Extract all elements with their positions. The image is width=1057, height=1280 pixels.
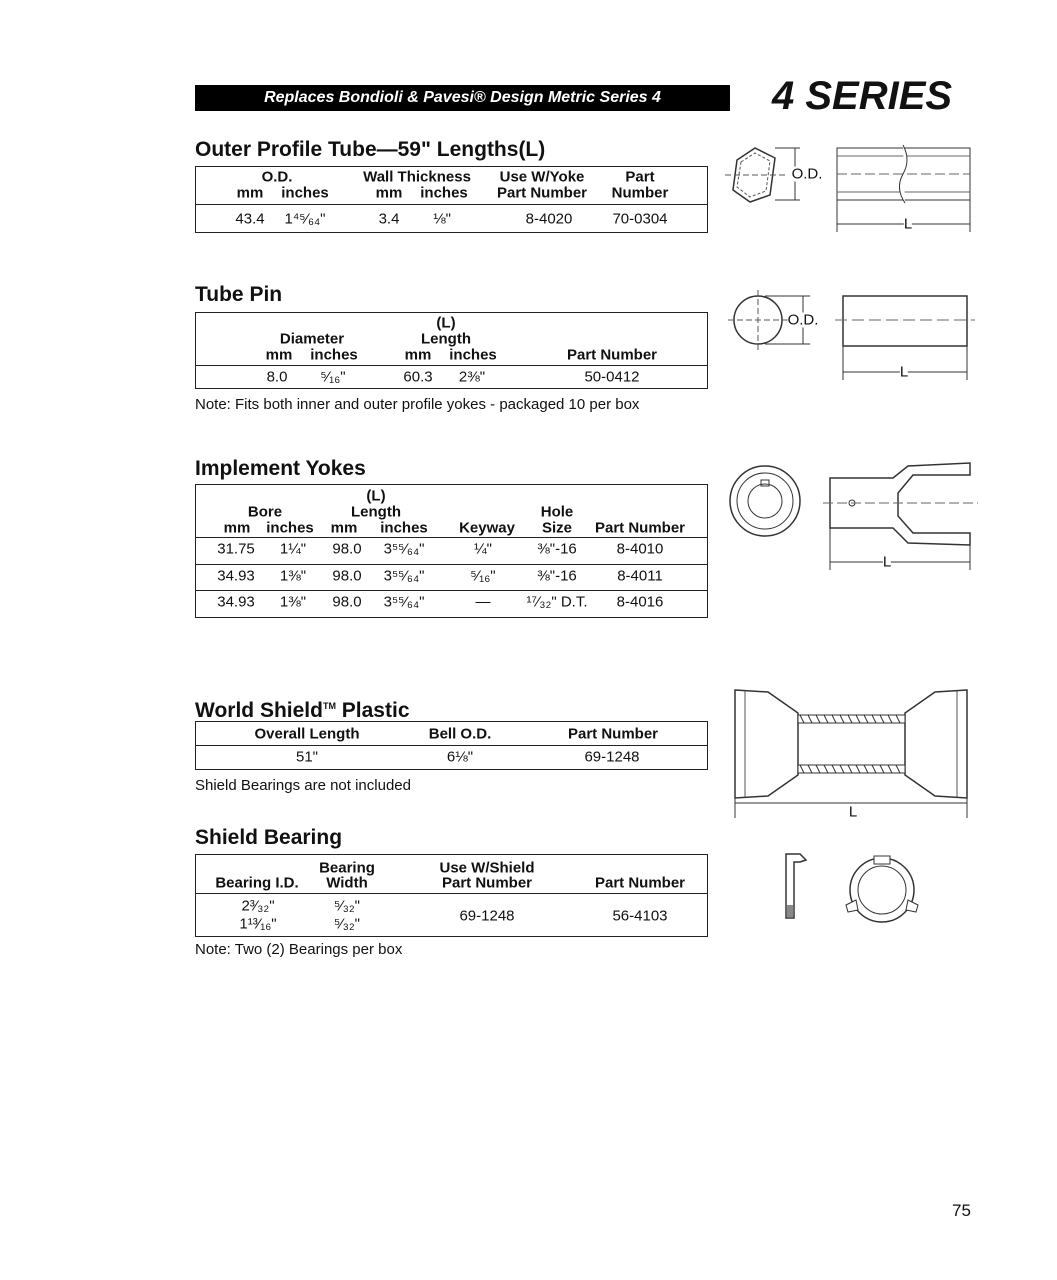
length-label: L [848,803,858,821]
header: Use W/Shield [439,859,535,877]
cell: 98.0 [332,567,362,585]
cell: 51" [295,748,319,766]
header: Number [611,184,669,202]
series-title: 4 SERIES [772,74,953,118]
cell: ⁵⁄₃₂" [334,915,360,933]
cell: 1⅜" [279,593,307,611]
cell: 2⅜" [458,368,486,386]
header: mm [404,346,432,364]
cell: ¼" [474,540,492,558]
cell: 1⁴⁵⁄₆₄" [284,210,326,228]
header: Length [351,503,401,521]
header: inches [380,519,428,537]
cell: 8.0 [266,368,288,386]
header: Use W/Yoke [499,168,585,186]
header: Part Number [496,184,588,202]
cell: 70-0304 [612,210,668,228]
page-number: 75 [952,1201,971,1220]
header: Part Number [441,874,533,892]
shield-bearing-note: Note: Two (2) Bearings per box [195,941,403,958]
cell: 3⁵⁵⁄₆₄" [383,540,425,558]
divider [196,564,707,565]
cell: ⅛" [433,210,451,228]
length-label: L [882,553,892,571]
cell: 1¼" [279,540,307,558]
header: Keyway [459,519,515,537]
cell: 8-4011 [617,567,663,585]
cell: ¹⁷⁄₃₂" D.T. [526,593,588,611]
series-banner: Replaces Bondioli & Pavesi® Design Metric Series 4 [195,85,730,111]
outer-tube-title: Outer Profile Tube—59" Lengths(L) [195,138,546,161]
header: Overall Length [254,725,360,743]
divider [196,365,707,366]
length-label: L [899,363,909,381]
od-label: O.D. [791,165,823,183]
cell: ⁵⁄₁₆" [470,567,496,585]
header: Bell O.D. [428,725,492,743]
header: Length [421,330,471,348]
header: mm [375,184,403,202]
header: Diameter [279,330,345,348]
header: (L) [436,314,456,332]
cell: 60.3 [403,368,433,386]
cell: 98.0 [332,540,362,558]
header: (L) [366,487,386,505]
yokes-title: Implement Yokes [195,457,366,480]
world-shield-note: Shield Bearings are not included [195,777,411,794]
yoke-diagram [728,458,978,573]
header: Wall Thickness [363,168,471,186]
header: mm [236,184,264,202]
cell: 8-4010 [616,540,664,558]
header: Hole [540,503,574,521]
header: inches [281,184,329,202]
divider [196,745,707,746]
cell: 6⅛" [446,748,474,766]
cell: 50-0412 [584,368,640,386]
header: inches [266,519,314,537]
cell: ⅜"-16 [537,540,577,558]
cell: 8-4020 [525,210,573,228]
cell: ⅜"-16 [537,567,577,585]
header: Part Number [567,725,659,743]
trademark: TM [322,701,336,711]
header: Part Number [566,346,658,364]
cell: 3⁵⁵⁄₆₄" [383,593,425,611]
cell: 2³⁄₃₂" [241,897,275,915]
world-shield-diagram [730,688,975,821]
cell: 8-4016 [616,593,664,611]
world-shield-title [195,694,410,723]
cell: ⁵⁄₁₆" [320,368,346,386]
header: Bore [247,503,283,521]
cell: — [475,593,491,611]
cell: 69-1248 [459,907,515,925]
cell: 34.93 [217,593,255,611]
divider [196,893,707,894]
cell: ⁵⁄₃₂" [334,897,360,915]
header: O.D. [261,168,293,186]
header: Bearing [319,859,375,877]
tube-pin-diagram [725,290,975,380]
cell: 43.4 [235,210,265,228]
divider [196,204,707,205]
shield-bearing-diagram [778,850,923,925]
header: mm [265,346,293,364]
outer-tube-diagram [725,140,975,235]
header: mm [223,519,251,537]
tube-pin-note: Note: Fits both inner and outer profile yokes - packaged 10 per box [195,396,640,413]
header: Size [541,519,573,537]
header: Width [326,874,368,892]
header: Part [625,168,655,186]
length-label: L [903,215,913,233]
header: Part Number [594,519,686,537]
cell: 3.4 [378,210,400,228]
shield-bearing-title: Shield Bearing [195,826,343,849]
cell: 56-4103 [612,907,668,925]
cell: 69-1248 [584,748,640,766]
tube-pin-title: Tube Pin [195,283,283,306]
header: Bearing I.D. [215,874,299,892]
divider [196,537,707,538]
header: inches [310,346,358,364]
header: inches [420,184,468,202]
header: inches [449,346,497,364]
title-text: World Shield [195,699,323,722]
cell: 98.0 [332,593,362,611]
cell: 1¹³⁄₁₆" [239,915,277,933]
cell: 1⅜" [279,567,307,585]
cell: 34.93 [217,567,255,585]
divider [196,590,707,591]
header: Part Number [594,874,686,892]
od-label: O.D. [787,311,819,329]
cell: 3⁵⁵⁄₆₄" [383,567,425,585]
header: mm [330,519,358,537]
title-text-end: Plastic [335,699,410,722]
cell: 31.75 [217,540,255,558]
